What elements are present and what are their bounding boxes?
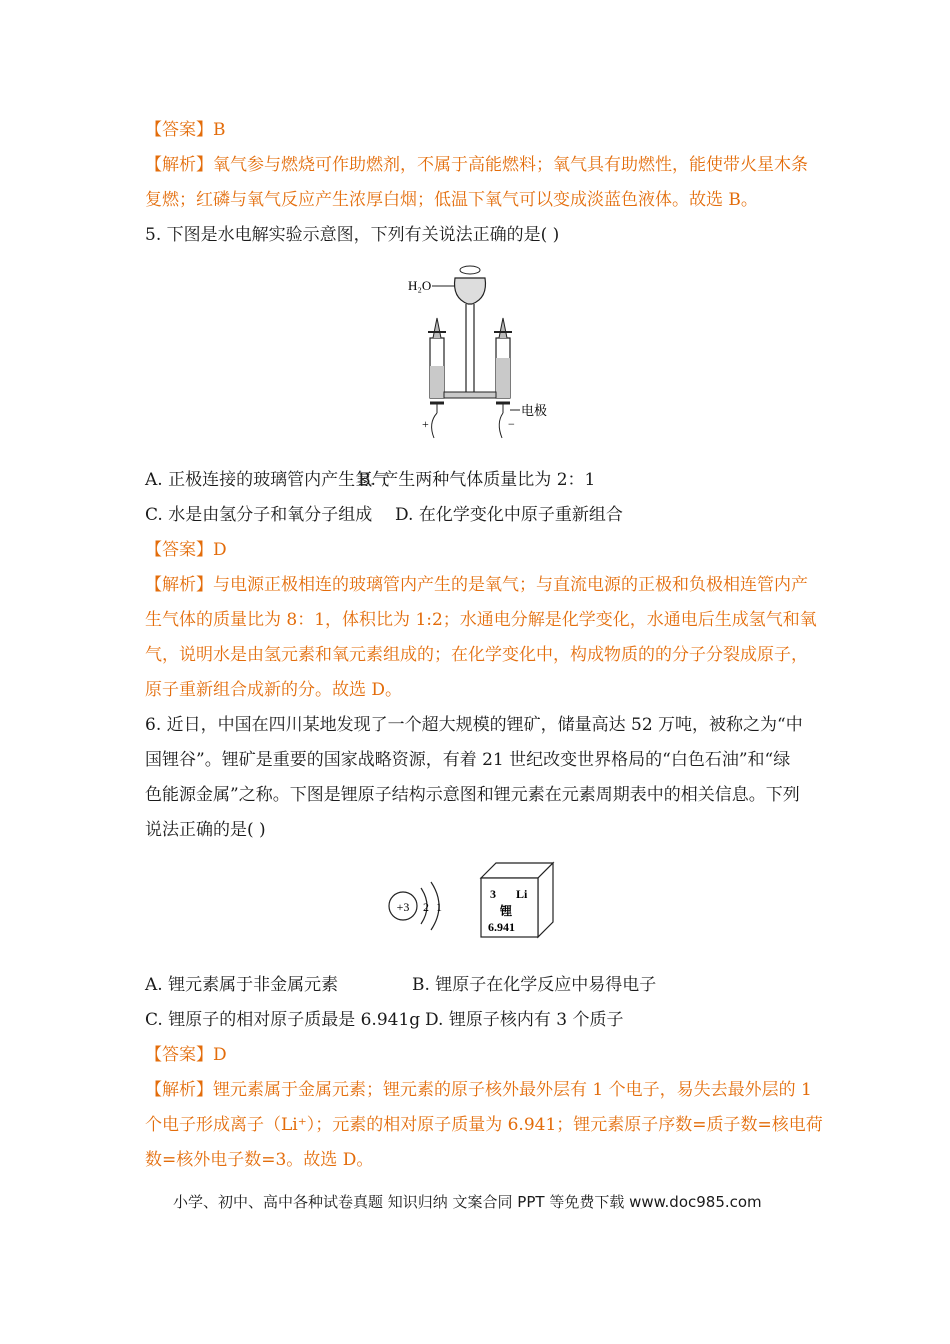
question-6-option-d: D. 锂原子核内有 3 个质子 (425, 1010, 624, 1030)
answer-6 (145, 1045, 227, 1065)
explanation-5-line-3: 气，说明水是由氢元素和氧元素组成的；在化学变化中，构成物质的的分子分裂成原子， (145, 645, 808, 665)
atomic-mass: 6.941 (488, 920, 515, 934)
periodic-table-cell (478, 860, 558, 942)
explanation-text: 氧气参与燃烧可作助燃剂，不属于高能燃料；氧气具有助燃性，能使带火星木条 (213, 155, 808, 175)
question-6-option-a: A. 锂元素属于非金属元素 (145, 975, 339, 995)
answer-tag: 【答案】 (145, 1045, 213, 1065)
explanation-6-line-1 (145, 1080, 812, 1100)
page-footer: 小学、初中、高中各种试卷真题 知识归纳 文案合同 PPT 等免费下载 www.doc985.com (173, 1193, 762, 1211)
answer-tag: 【答案】 (145, 540, 213, 560)
explanation-5-line-2: 生气体的质量比为 8：1，体积比为 1:2；水通电分解是化学变化，水通电后生成氢气和氧 (145, 610, 817, 630)
explanation-tag: 【解析】 (145, 155, 213, 175)
question-5-option-c: C. 水是由氢分子和氧分子组成 (145, 505, 373, 525)
answer-5 (145, 540, 227, 560)
negative-sign: − (508, 417, 515, 431)
electrolysis-diagram (400, 258, 560, 448)
question-5-stem: 5. 下图是水电解实验示意图，下列有关说法正确的是( ) (145, 225, 560, 245)
atomic-number: 3 (490, 887, 496, 901)
lithium-atom-diagram (385, 870, 465, 940)
question-6-line-4: 说法正确的是( ) (145, 820, 266, 840)
explanation-6-line-2: 个电子形成离子（Li⁺）；元素的相对原子质量为 6.941；锂元素原子序数=质子数=核电荷 (145, 1115, 823, 1135)
question-6-line-3: 色能源金属”之称。下图是锂原子结构示意图和锂元素在元素周期表中的相关信息。下列 (145, 785, 800, 805)
element-name: 锂 (500, 904, 513, 918)
question-6-line-2: 国锂谷”。锂矿是重要的国家战略资源，有着 21 世纪改变世界格局的“白色石油”和“绿 (145, 750, 791, 770)
answer-tag: 【答案】 (145, 120, 213, 140)
explanation-tag: 【解析】 (145, 575, 213, 595)
explanation-5-line-1 (145, 575, 808, 595)
question-6-option-b: B. 锂原子在化学反应中易得电子 (412, 975, 657, 995)
positive-sign: + (422, 417, 429, 431)
question-6-option-c: C. 锂原子的相对原子质最是 6.941g (145, 1010, 421, 1030)
answer-value: D (213, 1045, 227, 1065)
explanation-text: 锂元素属于金属元素；锂元素的原子核外最外层有 1 个电子，易失去最外层的 1 (213, 1080, 812, 1100)
explanation-text: 与电源正极相连的玻璃管内产生的是氧气；与直流电源的正极和负极相连管内产 (213, 575, 808, 595)
shell-1-electrons: 2 (423, 900, 429, 914)
question-5-option-d: D. 在化学变化中原子重新组合 (395, 505, 623, 525)
electrode-label: 电极 (521, 403, 548, 418)
explanation-6-line-3: 数=核外电子数=3。故选 D。 (145, 1150, 374, 1170)
question-6-line-1: 6. 近日，中国在四川某地发现了一个超大规模的锂矿，储量高达 52 万吨，被称之为“中 (145, 715, 803, 735)
h2o-label: H₂O (408, 278, 432, 293)
shell-2-electrons: 1 (436, 900, 442, 914)
answer-value: D (213, 540, 227, 560)
answer-value: B (213, 120, 226, 140)
element-symbol: Li (516, 887, 528, 901)
explanation-tag: 【解析】 (145, 1080, 213, 1100)
answer-4 (145, 120, 226, 140)
explanation-5-line-4: 原子重新组合成新的分。故选 D。 (145, 680, 403, 700)
question-5-option-a: A. 正极连接的玻璃管内产生氢气 (145, 470, 390, 490)
explanation-4-line-1 (145, 155, 808, 175)
nucleus-charge: +3 (396, 900, 410, 914)
explanation-4-line-2: 复燃；红磷与氧气反应产生浓厚白烟；低温下氧气可以变成淡蓝色液体。故选 B。 (145, 190, 758, 210)
question-5-option-b: B. 产生两种气体质量比为 2：1 (358, 470, 596, 490)
